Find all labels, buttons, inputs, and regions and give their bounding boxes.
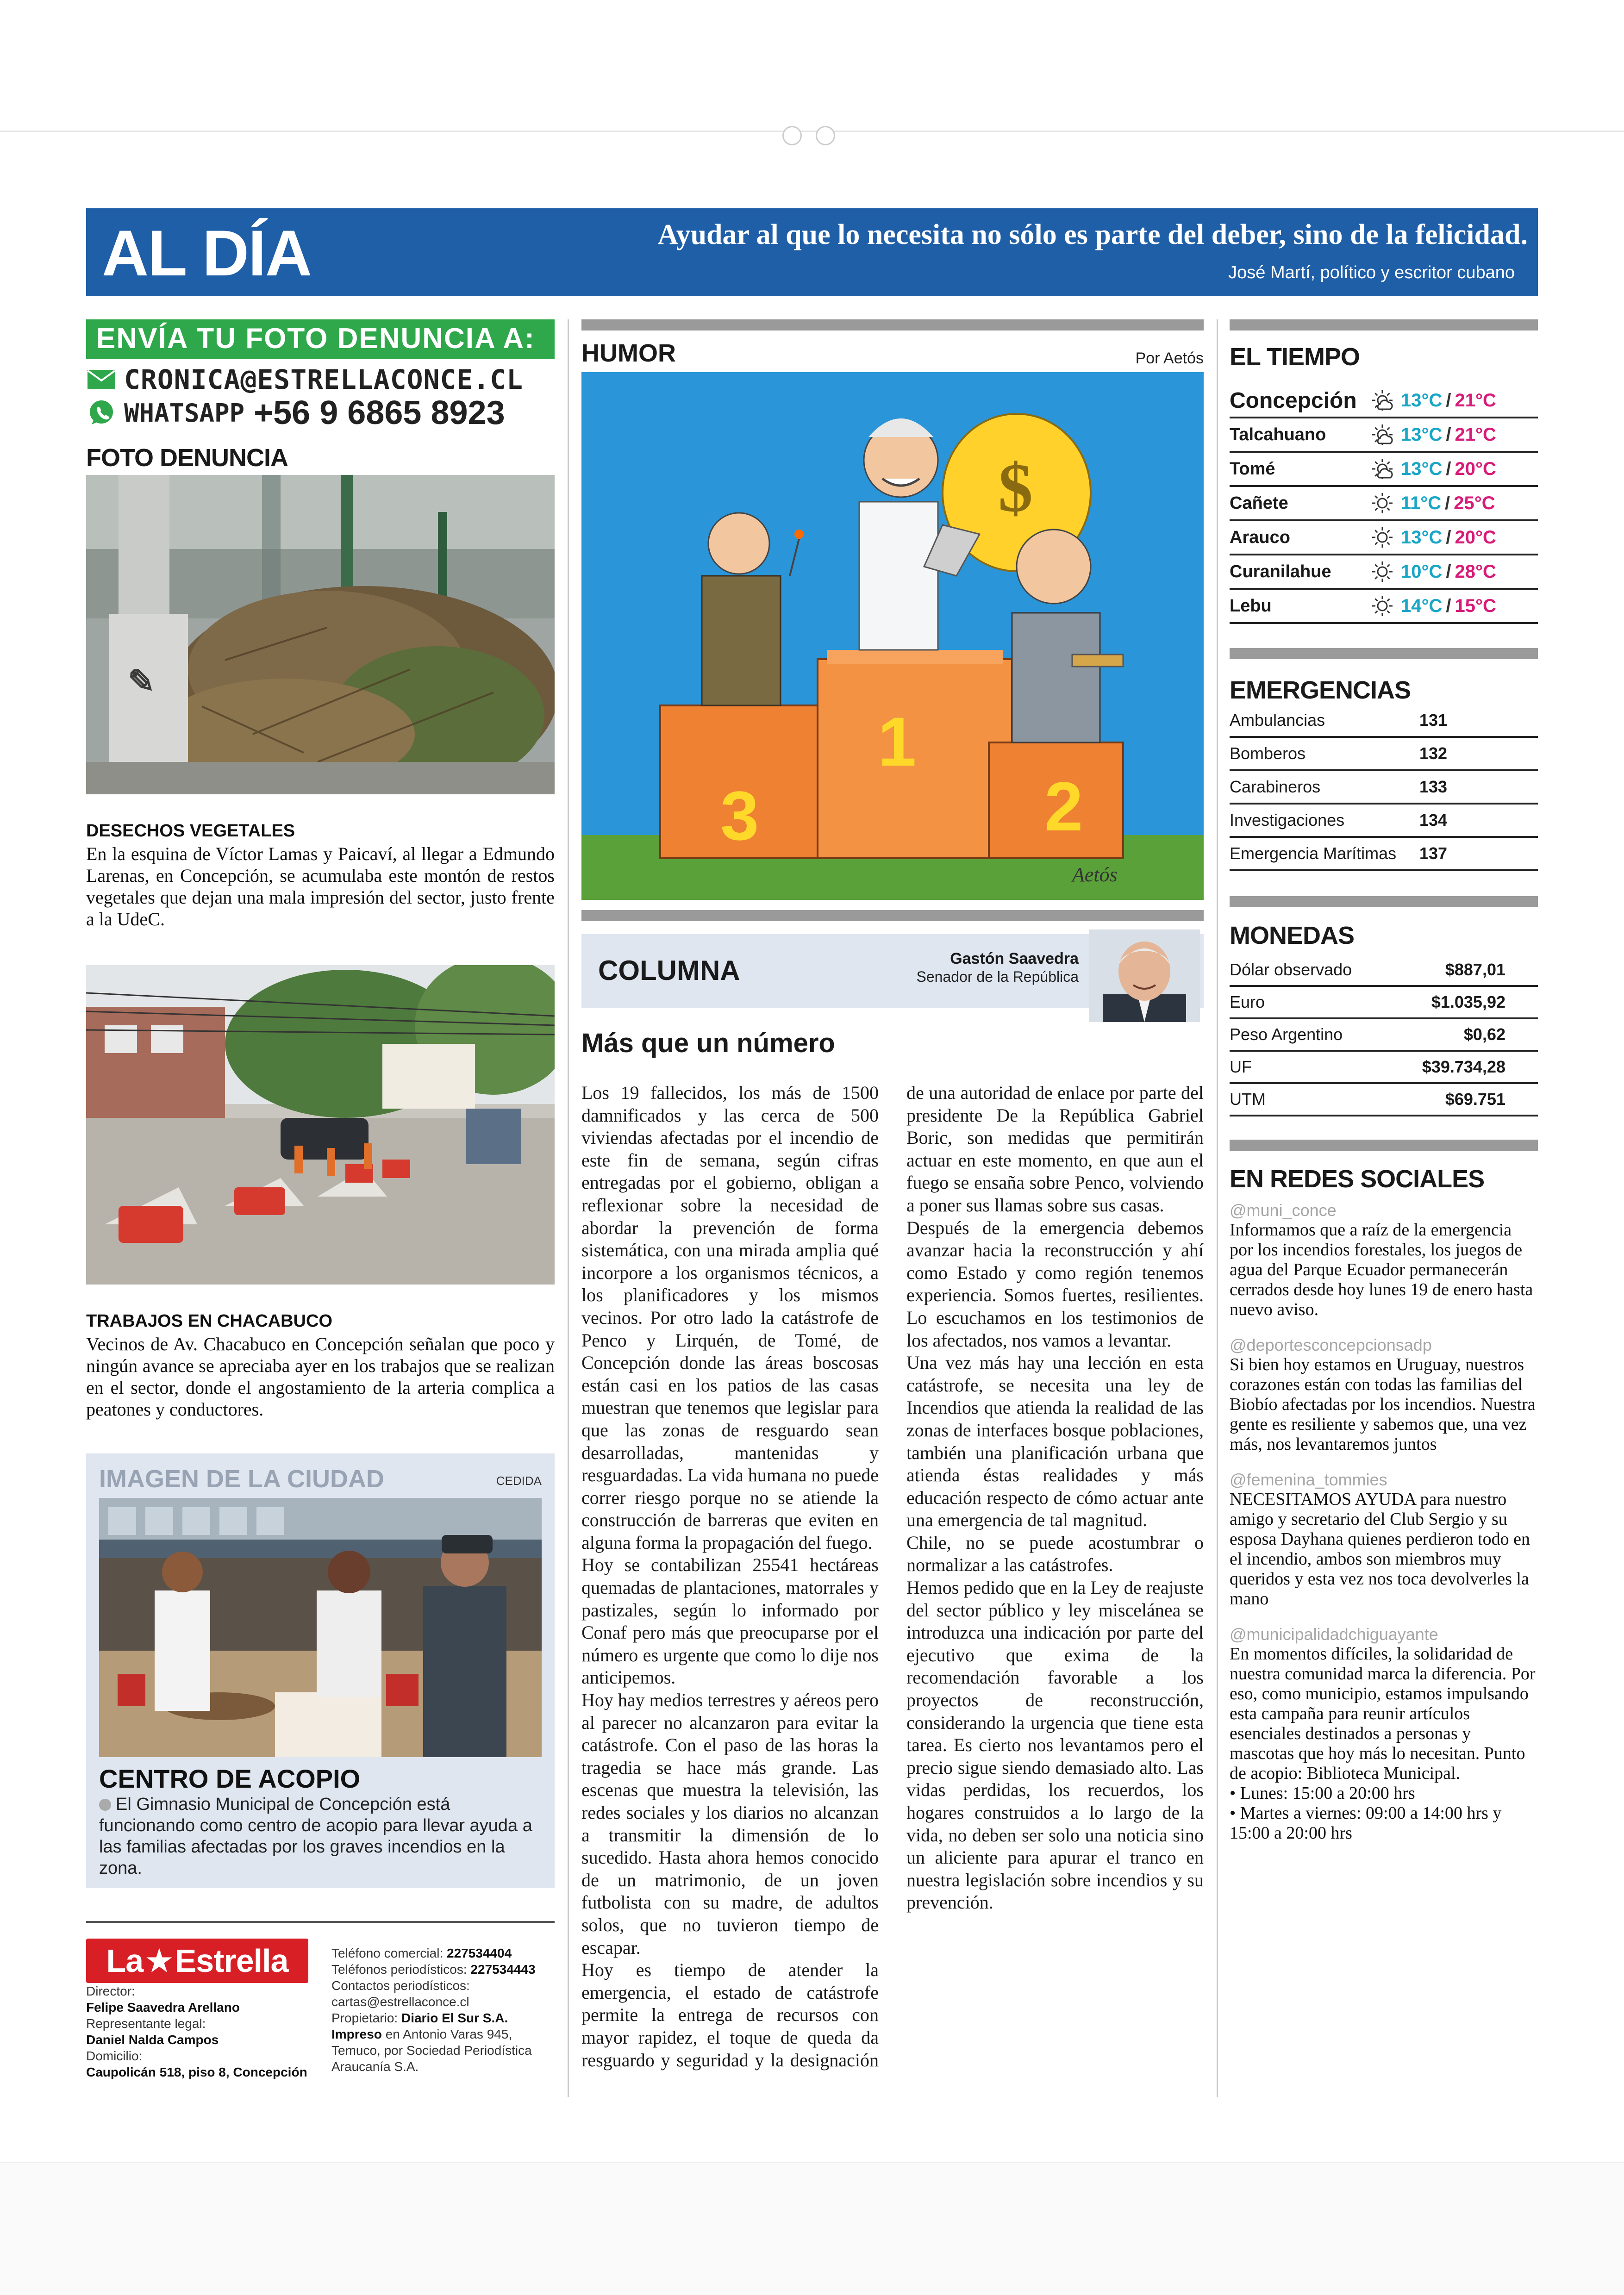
weather-temps xyxy=(1401,390,1496,411)
column-rule-1 xyxy=(568,319,569,2097)
envelope-icon xyxy=(86,367,117,393)
weather-city: Talcahuano xyxy=(1230,424,1326,444)
social-handle[interactable]: @deportesconcepcionsadp xyxy=(1230,1335,1432,1354)
author-portrait xyxy=(1089,929,1200,1022)
currency-value: $1.035,92 xyxy=(1431,992,1505,1011)
masthead-contacts xyxy=(331,1945,554,2075)
partly-sunny-icon xyxy=(1364,456,1401,481)
column-label: COLUMNA xyxy=(598,955,740,986)
svg-text:✎: ✎ xyxy=(128,663,155,699)
social-post-text: NECESITAMOS AYUDA para nuestro amigo y secretario del Club Sergio y su esposa Dayhana quienes perdieron todo en el incendio, ambos son miembros muy queridos y esta vez nos toca devolverles la mano xyxy=(1230,1490,1530,1609)
logo-star-icon: ★ xyxy=(146,1944,172,1977)
whatsapp-label: WHATSAPP xyxy=(124,398,245,428)
emergency-label: Investigaciones xyxy=(1230,811,1345,829)
social-post-line: • Lunes: 15:00 a 20:00 hrs xyxy=(1230,1784,1415,1803)
emergency-row xyxy=(1230,771,1538,804)
acopio-title: CENTRO DE ACOPIO xyxy=(99,1764,361,1793)
currency-row xyxy=(1230,1052,1538,1084)
currency-value: $69.751 xyxy=(1445,1090,1505,1109)
paragraph: Una vez más hay una lección en esta catástrofe, se necesita una ley de Incendios que atienda la realidad de las zonas de interfaces bosque poblaciones, también una planificación urbana que atienda éstas realidades y más educación respecto de cómo actuar ante una emergencia de tal magnitud. xyxy=(906,1352,1204,1531)
temp-sep: / xyxy=(1446,424,1451,445)
svg-text:$: $ xyxy=(998,449,1033,526)
paragraph: Chile, no se puede acostumbrar o normalizar a las catástrofes. xyxy=(906,1532,1204,1576)
acopio-photo xyxy=(99,1498,542,1757)
sun-icon xyxy=(1364,559,1401,584)
weather-temps xyxy=(1401,596,1496,617)
whatsapp-icon xyxy=(86,400,117,426)
section-header xyxy=(86,208,1538,296)
weather-temps xyxy=(1401,561,1496,582)
imagen-ciudad-box xyxy=(86,1453,555,1888)
next-page-dot[interactable] xyxy=(816,126,835,145)
currency-label: UTM xyxy=(1230,1090,1266,1109)
social-handle[interactable]: @muni_conce xyxy=(1230,1201,1337,1220)
owner: Diario El Sur S.A. xyxy=(401,2011,508,2025)
column-title: Más que un número xyxy=(581,1028,835,1058)
paragraph: Los 19 fallecidos, los más de 1500 damnificados y las cerca de 500 viviendas afectadas por el incendio de este fin de semana, según cifras entregadas por el gobierno, obligan a reflexionar sobre la necesidad de abordar la prevención de forma sistemática, con una mirada amplia qué incorpore a los organismos técnicos, a los planificadores y los mismos vecinos. Por otro lado la catástrofe de Penco y Lirquén, de Tomé, de Concepción donde las áreas boscosas están casi en los patios de las casas muestran que tenemos que legislar para que las zonas de resguardo sean desarrolladas, mantenidas y resguardadas. La vida humana no puede correr riesgo porque no se atiende la construcción de barreras que eviten en alguna forma la propagación del fuego. xyxy=(581,1082,879,1553)
paragraph: Hoy es tiempo de atender la emergencia, el estado de catástrofe permite la entrega de recursos con mayor rapidez, el toque de queda da resguardo y seguridad y la designación de una autoridad de enlace por parte del presidente De la República Gabriel Boric, son medidas que permitirán actuar en este momento, en que aun el fuego se ensaña sobre Penco, volviendo a poner sus llamas sobre sus casas. xyxy=(581,1082,1204,2070)
weather-temps xyxy=(1401,527,1496,548)
humor-title: HUMOR xyxy=(581,339,676,367)
column-body xyxy=(581,1082,1204,2072)
emergency-label: Ambulancias xyxy=(1230,711,1325,730)
imagen-ciudad-header xyxy=(99,1453,542,1498)
temp-max: 25°C xyxy=(1454,493,1495,513)
sun-icon xyxy=(1364,593,1401,618)
bottom-margin xyxy=(0,2162,1624,2295)
paragraph: Después de la emergencia debemos avanzar hacia la reconstrucción y ahí como Estado y como región tenemos experiencia. Somos fuertes, resilientes. Lo escuchamos en los testimonios de los afectados, nos vamos a levantar. xyxy=(906,1217,1204,1351)
currency-row xyxy=(1230,1084,1538,1116)
currency-value: $39.734,28 xyxy=(1422,1057,1505,1076)
currency-label: Peso Argentino xyxy=(1230,1025,1343,1044)
prev-page-dot[interactable] xyxy=(782,126,802,145)
currency-row xyxy=(1230,954,1538,987)
acopio-text xyxy=(99,1794,542,1879)
weather-city: Lebu xyxy=(1230,596,1272,616)
currency-row xyxy=(1230,987,1538,1019)
acopio-text-body: El Gimnasio Municipal de Concepción está funcionando como centro de acopio para llevar ayuda a las familias afectadas por los graves incendios en la zona. xyxy=(99,1795,532,1878)
weather-table xyxy=(1230,384,1538,624)
masthead-staff xyxy=(86,1983,318,2080)
emergency-row xyxy=(1230,738,1538,771)
director-name: Felipe Saavedra Arellano xyxy=(86,2000,240,2014)
podium-number-2: 2 xyxy=(1044,767,1083,845)
social-handle[interactable]: @municipalidadchiguayante xyxy=(1230,1625,1438,1644)
podium-number-1: 1 xyxy=(878,703,917,780)
temp-sep: / xyxy=(1445,493,1450,513)
weather-city: Cañete xyxy=(1230,493,1288,513)
temp-max: 21°C xyxy=(1455,424,1496,445)
temp-min: 13°C xyxy=(1401,527,1443,548)
estrella-logo xyxy=(86,1939,308,1983)
weather-temps xyxy=(1401,493,1495,514)
imagen-ciudad-label: IMAGEN DE LA CIUDAD xyxy=(99,1465,384,1493)
weather-title: EL TIEMPO xyxy=(1230,343,1360,371)
monedas-top-band xyxy=(1230,896,1538,907)
print-info: en Antonio Varas 945, Temuco, por Sociedad Periodística Araucanía S.A. xyxy=(331,2027,532,2074)
weather-row xyxy=(1230,521,1538,555)
weather-temps xyxy=(1401,424,1496,445)
right-column xyxy=(1230,319,1538,1843)
temp-min: 13°C xyxy=(1401,390,1443,411)
address: Caupolicán 518, piso 8, Concepción xyxy=(86,2065,307,2079)
social-post-text: Informamos que a raíz de la emergencia por los incendios forestales, los juegos de agua del Parque Ecuador permanecerán cerrados desde hoy lunes 19 de enero hasta nuevo aviso. xyxy=(1230,1220,1533,1319)
left-column xyxy=(86,319,555,1888)
bullet-dot-icon xyxy=(99,1799,111,1811)
weather-row xyxy=(1230,453,1538,487)
currency-label: Dólar observado xyxy=(1230,960,1352,979)
temp-max: 20°C xyxy=(1455,527,1496,548)
email-address[interactable]: CRONICA@ESTRELLACONCE.CL xyxy=(124,364,524,395)
temp-max: 20°C xyxy=(1455,458,1496,479)
quote-author: José Martí, político y escritor cubano xyxy=(1228,263,1515,282)
director-label: Director: xyxy=(86,1984,135,1998)
emergency-number[interactable]: 137 xyxy=(1419,844,1448,863)
item2-text: Vecinos de Av. Chacabuco en Concepción señalan que poco y ningún avance se apreciaba ayer en los trabajos que se realizan en el sector, donde el angostamiento de la arteria complica a peatones y conductores. xyxy=(86,1334,555,1420)
item2-title: TRABAJOS EN CHACABUCO xyxy=(86,1311,333,1331)
logo-text-la: La xyxy=(106,1943,144,1979)
temp-sep: / xyxy=(1446,458,1451,479)
sun-icon xyxy=(1364,525,1401,550)
item1-text: En la esquina de Víctor Lamas y Paicaví, al llegar a Edmundo Larenas, en Concepción, se acumulaba este montón de restos vegetales que dejan una mala impresión del sector, justo frente a la UdeC. xyxy=(86,843,555,929)
emergency-label: Emergencia Marítimas xyxy=(1230,844,1397,863)
monedas-table xyxy=(1230,954,1538,1116)
social-post-text: En momentos difíciles, la solidaridad de nuestra comunidad marca la diferencia. Por eso, como municipio, estamos impulsando esta campaña para reunir artículos esenciales destinados a personas y mascotas que hoy más lo necesitan. Punto de acopio: Biblioteca Municipal. xyxy=(1230,1644,1536,1783)
partly-sunny-icon xyxy=(1364,388,1401,413)
redes-top-band xyxy=(1230,1140,1538,1151)
column-header xyxy=(581,934,1204,1008)
contacts-email[interactable]: cartas@estrellaconce.cl xyxy=(331,1995,469,2009)
temp-max: 21°C xyxy=(1455,390,1496,411)
partly-sunny-icon xyxy=(1364,422,1401,447)
item1-title: DESECHOS VEGETALES xyxy=(86,821,295,841)
weather-row xyxy=(1230,487,1538,521)
emergency-number[interactable]: 134 xyxy=(1419,811,1448,829)
emergency-row xyxy=(1230,705,1538,738)
currency-row xyxy=(1230,1019,1538,1052)
vegetation-waste-photo xyxy=(86,475,555,794)
owner-label: Propietario: xyxy=(331,2011,398,2025)
email-contact[interactable] xyxy=(86,363,555,396)
logo-text-estrella: Estrella xyxy=(175,1943,288,1979)
paragraph: Hoy se contabilizan 25541 hectáreas quemadas de plantaciones, matorrales y pastizales, según lo informado por Conaf pero más que preocuparse por el número es urgente que como lo dije nos anticipemos. xyxy=(581,1554,879,1688)
emergency-number[interactable]: 133 xyxy=(1419,777,1448,796)
temp-max: 28°C xyxy=(1455,561,1496,582)
temp-min: 13°C xyxy=(1401,424,1443,445)
emergency-label: Bomberos xyxy=(1230,744,1306,763)
center-column xyxy=(581,319,1204,2072)
weather-city: Curanilahue xyxy=(1230,561,1331,581)
weather-temps xyxy=(1401,459,1496,480)
column-author: Gastón Saavedra xyxy=(950,950,1079,967)
temp-sep: / xyxy=(1446,390,1451,411)
contacts-label: Contactos periodísticos: xyxy=(331,1978,470,1993)
temp-min: 13°C xyxy=(1401,458,1443,479)
weather-top-band xyxy=(1230,319,1538,331)
monedas-title: MONEDAS xyxy=(1230,922,1355,949)
emergencias-top-band xyxy=(1230,648,1538,659)
humor-header xyxy=(581,339,1204,368)
tel-periodisticos-label: Teléfonos periodísticos: xyxy=(331,1962,467,1977)
social-post-text: Si bien hoy estamos en Uruguay, nuestros corazones están con todas las familias del Biobío afectadas por los incendios. Nuestra gente es resiliente y sabemos que, una vez más, nos levantaremos juntos xyxy=(1230,1355,1536,1454)
section-title: AL DÍA xyxy=(102,217,312,289)
sun-icon xyxy=(1364,491,1401,516)
redes-title: EN REDES SOCIALES xyxy=(1230,1165,1485,1193)
emergency-number[interactable]: 131 xyxy=(1419,711,1448,730)
temp-sep: / xyxy=(1446,527,1451,548)
tel-comercial-label: Teléfono comercial: xyxy=(331,1946,443,1960)
weather-city: Tomé xyxy=(1230,459,1275,479)
legal-name: Daniel Nalda Campos xyxy=(86,2033,219,2047)
podium-number-3: 3 xyxy=(720,777,759,854)
temp-min: 14°C xyxy=(1401,595,1443,616)
tel-periodisticos[interactable]: 227534443 xyxy=(470,1962,536,1977)
whatsapp-contact[interactable] xyxy=(86,396,555,430)
emergency-row xyxy=(1230,804,1538,838)
weather-city: Arauco xyxy=(1230,527,1290,547)
currency-value: $0,62 xyxy=(1463,1025,1505,1044)
currency-label: UF xyxy=(1230,1057,1252,1076)
page-indicator[interactable] xyxy=(782,126,835,145)
foto-denuncia-title: FOTO DENUNCIA xyxy=(86,444,288,472)
weather-row xyxy=(1230,384,1538,418)
social-post-line: • Martes a viernes: 09:00 a 14:00 hrs y 15:00 a 20:00 hrs xyxy=(1230,1803,1502,1843)
humor-top-band xyxy=(581,319,1204,331)
column-author-role: Senador de la República xyxy=(916,968,1079,985)
header-quote: Ayudar al que lo necesita no sólo es parte del deber, sino de la felicidad. xyxy=(657,219,1528,250)
temp-sep: / xyxy=(1446,561,1451,582)
cartoonist-signature: Aetós xyxy=(1072,863,1118,886)
column-rule-2 xyxy=(1217,319,1218,2097)
temp-max: 15°C xyxy=(1455,595,1496,616)
address-label: Domicilio: xyxy=(86,2049,143,2063)
weather-row xyxy=(1230,418,1538,453)
currency-label: Euro xyxy=(1230,992,1265,1011)
emergencias-table xyxy=(1230,705,1538,871)
chacabuco-works-photo xyxy=(86,965,555,1285)
humor-cartoon xyxy=(581,372,1204,900)
humor-author: Por Aetós xyxy=(1135,349,1204,367)
emergency-row xyxy=(1230,838,1538,871)
tel-comercial[interactable]: 227534404 xyxy=(447,1946,512,1960)
temp-sep: / xyxy=(1446,595,1451,616)
emergency-label: Carabineros xyxy=(1230,777,1321,796)
paragraph: Hemos pedido que en la Ley de reajuste del sector público y ley miscelánea se introduzca una indicación por parte del ejecutivo que exima de la recomendación favorable a los proyectos de reconstrucción, considerando la urgencia que tiene esta tarea. Es cierto nos levantamos pero el precio sigue siendo demasiado alto. Las vidas perdidas, los recuerdos, los hogares construidos a lo largo de la vida, no deben ser solo una noticia sino un aliciente para apurar el tranco en nuestra legislación sobre incendios y su prevención. xyxy=(906,1577,1204,1913)
column-top-band xyxy=(581,910,1204,921)
temp-min: 10°C xyxy=(1401,561,1443,582)
redes-posts xyxy=(1230,1201,1538,1843)
whatsapp-phone[interactable]: +56 9 6865 8923 xyxy=(254,394,505,431)
masthead xyxy=(86,1921,555,2079)
legal-label: Representante legal: xyxy=(86,2016,206,2031)
currency-value: $887,01 xyxy=(1445,960,1505,979)
print-label: Impreso xyxy=(331,2027,382,2041)
weather-row xyxy=(1230,590,1538,624)
photo-credit: CEDIDA xyxy=(496,1474,542,1488)
foto-denuncia-banner: ENVÍA TU FOTO DENUNCIA A: xyxy=(86,319,555,359)
social-handle[interactable]: @femenina_tommies xyxy=(1230,1470,1387,1489)
weather-row xyxy=(1230,555,1538,590)
emergency-number[interactable]: 132 xyxy=(1419,744,1448,763)
weather-city: Concepción xyxy=(1230,388,1357,413)
paragraph: Hoy hay medios terrestres y aéreos pero al parecer no alcanzaron para evitar la catástrofe. Con el paso de las horas la tragedia se hace más grande. Las escenas que muestra la televisión, las redes sociales y los diarios no alcanzan a transmitir la dimensión de lo sucedido. Hasta ahora hemos conocido de un matrimonio, de un joven futbolista con su madre, de adultos solos, que no tuvieron tiempo de escapar. xyxy=(581,1690,879,1958)
temp-min: 11°C xyxy=(1401,493,1442,513)
emergencias-title: EMERGENCIAS xyxy=(1230,676,1411,704)
